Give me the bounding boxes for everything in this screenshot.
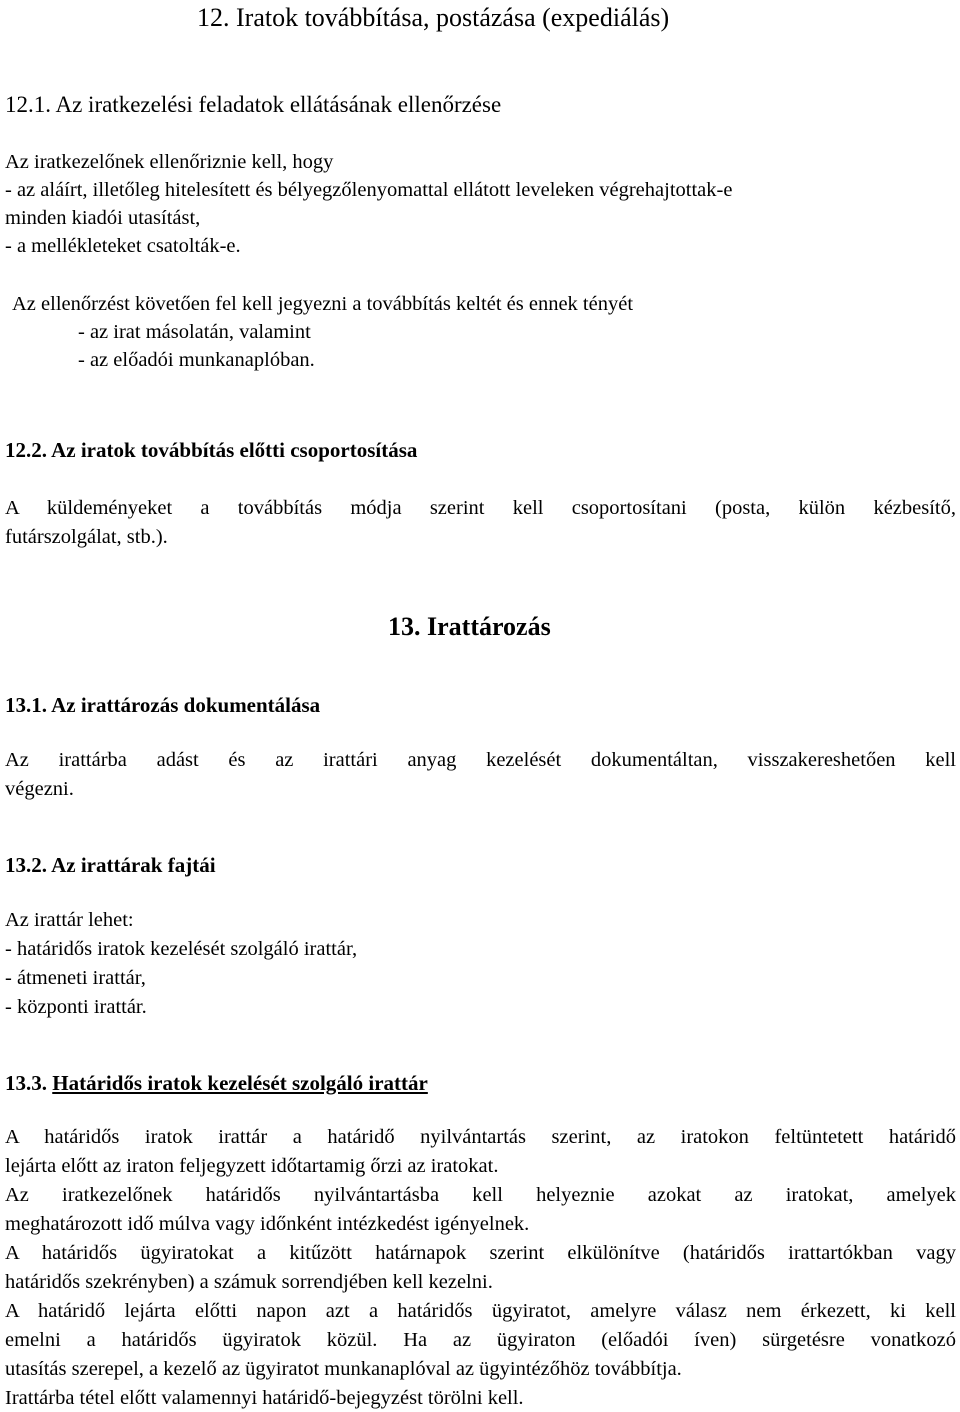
s12-1-line-2: - az aláírt, illetőleg hitelesített és bélyegzőlenyomattal ellátott leveleken végrehajtottak-e xyxy=(5,179,733,201)
s12-1-line-3: minden kiadói utasítást, xyxy=(5,207,201,229)
s13-3-para-2-line-2: meghatározott idő múlva vagy időnként intézkedést igényelnek. xyxy=(5,1213,530,1235)
s13-3-para-4-line-2: emelni a határidős ügyiratok közül. Ha az ügyiraton (előadói íven) sürgetésre vonatkozó xyxy=(5,1329,956,1351)
s13-2-line-2: - határidős iratok kezelését szolgáló irattár, xyxy=(5,938,358,960)
s12-2-para-line-1: A küldeményeket a továbbítás módja szerint kell csoportosítani (posta, külön kézbesítő, xyxy=(5,497,956,519)
s12-1-para-2: Az ellenőrzést követően fel kell jegyezni a továbbítás keltét és ennek tényét xyxy=(12,293,634,315)
s13-3-para-2-line-1: Az iratkezelőnek határidős nyilvántartásba kell helyeznie azokat az iratokat, amelyek xyxy=(5,1184,956,1206)
s13-1-para-line-2: végezni. xyxy=(5,778,74,800)
s13-2-line-1: Az irattár lehet: xyxy=(5,909,134,931)
s13-3-para-3-line-1: A határidős ügyiratokat a kitűzött határnapok szerint elkülönítve (határidős irattartókban vagy xyxy=(5,1242,956,1264)
s13-3-para-5: Irattárba tétel előtt valamennyi határidő-bejegyzést törölni kell. xyxy=(5,1387,524,1409)
s13-1-para-line-1: Az irattárba adást és az irattári anyag kezelését dokumentáltan, visszakereshetően kell xyxy=(5,749,956,771)
section-13-1-heading: 13.1. Az irattározás dokumentálása xyxy=(5,693,321,717)
chapter-13-title: 13. Irattározás xyxy=(388,612,551,641)
s12-1-line-4: - a mellékleteket csatolták-e. xyxy=(5,235,241,257)
s12-1-subline-2: - az előadói munkanaplóban. xyxy=(78,349,315,371)
s12-1-subline-1: - az irat másolatán, valamint xyxy=(78,321,311,343)
s13-3-para-3-line-2: határidős szekrényben) a számuk sorrendjében kell kezelni. xyxy=(5,1271,493,1293)
s13-2-line-3: - átmeneti irattár, xyxy=(5,967,146,989)
chapter-12-title: 12. Iratok továbbítása, postázása (expediálás) xyxy=(197,3,670,32)
section-13-3-heading xyxy=(5,1069,428,1097)
s13-3-para-1-line-1: A határidős iratok irattár a határidő nyilvántartás szerint, az iratokon feltüntetett határidő xyxy=(5,1126,956,1148)
section-13-2-heading: 13.2. Az irattárak fajtái xyxy=(5,853,216,877)
s13-3-para-4-line-1: A határidő lejárta előtti napon azt a határidős ügyiratot, amelyre válasz nem érkezett, ki kell xyxy=(5,1300,956,1322)
s12-1-line-1: Az iratkezelőnek ellenőriznie kell, hogy xyxy=(5,151,334,173)
section-13-3-title: Határidős iratok kezelését szolgáló irattár xyxy=(52,1071,428,1095)
s12-2-para-line-2: futárszolgálat, stb.). xyxy=(5,526,168,548)
s13-3-para-1-line-2: lejárta előtt az iraton feljegyzett időtartamig őrzi az iratokat. xyxy=(5,1155,499,1177)
section-12-2-heading: 12.2. Az iratok továbbítás előtti csoportosítása xyxy=(5,438,418,462)
s13-3-para-4-line-3: utasítás szerepel, a kezelő az ügyiratot munkanaplóval az ügyintézőhöz továbbítja. xyxy=(5,1358,682,1380)
s13-2-line-4: - központi irattár. xyxy=(5,996,147,1018)
section-13-3-number: 13.3. xyxy=(5,1071,47,1095)
section-12-1-heading: 12.1. Az iratkezelési feladatok ellátásának ellenőrzése xyxy=(5,92,502,117)
